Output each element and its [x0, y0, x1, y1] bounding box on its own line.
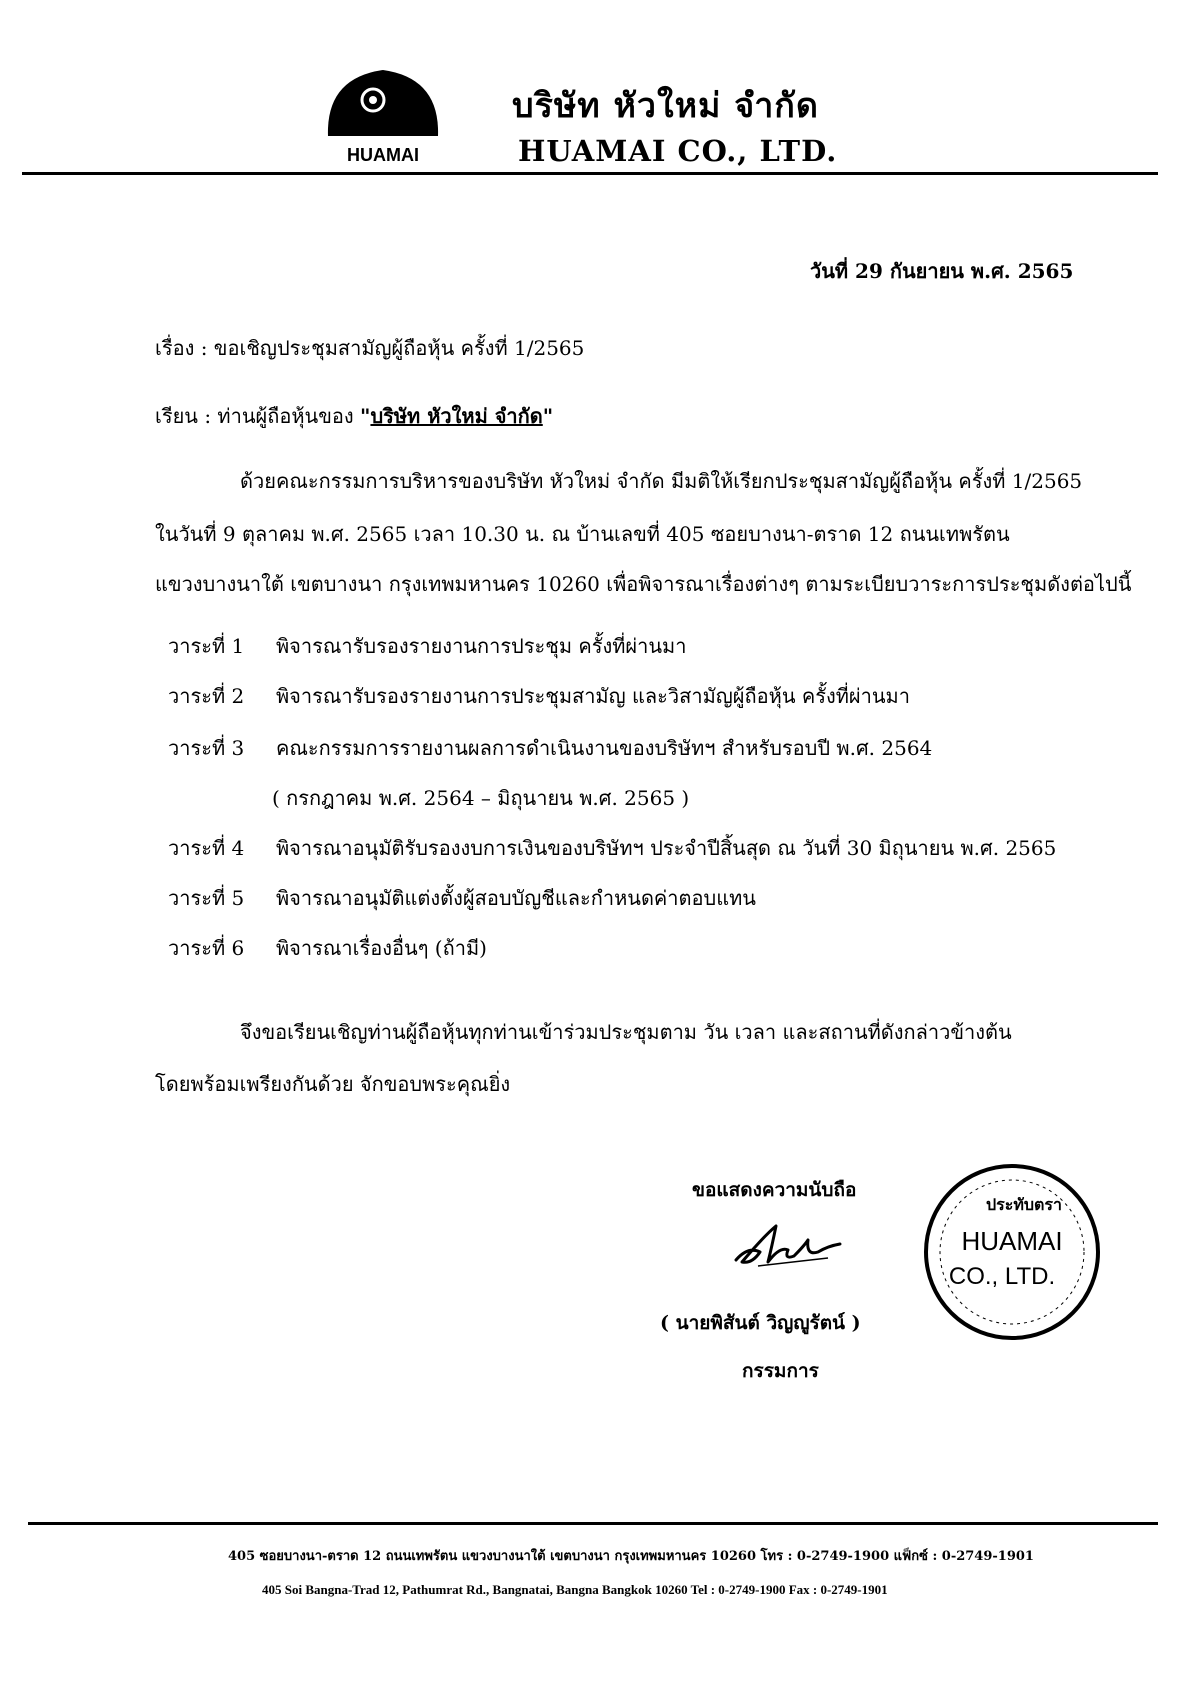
footer-divider — [28, 1522, 1158, 1525]
recipient-close-quote: " — [542, 404, 554, 428]
letter-date: วันที่ 29 กันยายน พ.ศ. 2565 — [810, 259, 1074, 283]
agenda-item — [168, 932, 487, 964]
company-seal — [912, 1150, 1112, 1350]
company-name-english: HUAMAI CO., LTD. — [518, 134, 838, 168]
header-divider — [22, 172, 1158, 175]
agenda-item — [168, 832, 1056, 864]
agenda-text: พิจารณาเรื่องอื่นๆ (ถ้ามี) — [276, 936, 487, 960]
recipient-prefix: เรียน : ท่านผู้ถือหุ้นของ — [155, 404, 354, 428]
letter-subject: เรื่อง : ขอเชิญประชุมสามัญผู้ถือหุ้น ครั้งที่ 1/2565 — [155, 336, 585, 360]
agenda-item — [168, 630, 686, 662]
agenda-text: พิจารณาอนุมัติรับรองงบการเงินของบริษัทฯ ประจำปีสิ้นสุด ณ วันที่ 30 มิถุนายน พ.ศ. 2565 — [276, 836, 1057, 860]
body-paragraph-line-1: ด้วยคณะกรรมการบริหารของบริษัท หัวใหม่ จำกัด มีมติให้เรียกประชุมสามัญผู้ถือหุ้น ครั้งที่ 1/2565 — [240, 469, 1083, 493]
agenda-item — [168, 732, 932, 764]
body-paragraph-line-2: ในวันที่ 9 ตุลาคม พ.ศ. 2565 เวลา 10.30 น. ณ บ้านเลขที่ 405 ซอยบางนา-ตราด 12 ถนนเทพรัตน — [155, 522, 1010, 546]
recipient-open-quote: " — [360, 404, 371, 428]
agenda-3-period: ( กรกฎาคม พ.ศ. 2564 – มิถุนายน พ.ศ. 2565 ) — [272, 786, 690, 810]
agenda-text: พิจารณาอนุมัติแต่งตั้งผู้สอบบัญชีและกำหนดค่าตอบแทน — [276, 886, 756, 910]
body-paragraph-line-3: แขวงบางนาใต้ เขตบางนา กรุงเทพมหานคร 10260 เพื่อพิจารณาเรื่องต่างๆ ตามระเบียบวาระการประชุมดังต่อไปนี้ — [155, 572, 1132, 596]
logo-text: HUAMAI — [347, 145, 419, 165]
agenda-item — [168, 680, 910, 712]
seal-text-top: ประทับตรา — [985, 1195, 1063, 1214]
seal-text-bottom: CO., LTD. — [948, 1263, 1056, 1290]
company-logo — [318, 58, 448, 168]
seal-text-middle: HUAMAI — [961, 1226, 1063, 1256]
recipient-company: บริษัท หัวใหม่ จำกัด — [370, 404, 543, 428]
agenda-number: วาระที่ 5 — [168, 886, 245, 910]
signer-position: กรรมการ — [742, 1360, 819, 1382]
company-name-thai: บริษัท หัวใหม่ จำกัด — [512, 86, 819, 126]
agenda-text: คณะกรรมการรายงานผลการดำเนินงานของบริษัทฯ สำหรับรอบปี พ.ศ. 2564 — [276, 736, 933, 760]
signature-icon — [728, 1216, 848, 1272]
agenda-number: วาระที่ 2 — [168, 684, 245, 708]
agenda-item — [168, 882, 756, 914]
regards-text: ขอแสดงความนับถือ — [692, 1179, 857, 1201]
agenda-text: พิจารณารับรองรายงานการประชุมสามัญ และวิสามัญผู้ถือหุ้น ครั้งที่ผ่านมา — [276, 684, 910, 708]
seal-stamp-icon — [912, 1150, 1112, 1350]
closing-line-1: จึงขอเรียนเชิญท่านผู้ถือหุ้นทุกท่านเข้าร่วมประชุมตาม วัน เวลา และสถานที่ดังกล่าวข้างต้น — [240, 1020, 1012, 1044]
agenda-number: วาระที่ 6 — [168, 936, 245, 960]
agenda-number: วาระที่ 4 — [168, 836, 245, 860]
agenda-text: พิจารณารับรองรายงานการประชุม ครั้งที่ผ่านมา — [276, 634, 687, 658]
letter-recipient — [155, 400, 553, 432]
footer-address-english: 405 Soi Bangna-Trad 12, Pathumrat Rd., Bangnatai, Bangna Bangkok 10260 Tel : 0-2749-1900 Fax : 0-2749-1901 — [262, 1582, 888, 1597]
footer-address-thai: 405 ซอยบางนา-ตราด 12 ถนนเทพรัตน แขวงบางนาใต้ เขตบางนา กรุงเทพมหานคร 10260 โทร : 0-2749-1900 แฟ็กซ์ : 0-2749-1901 — [228, 1549, 1034, 1564]
handwritten-signature — [728, 1216, 848, 1272]
logo-emblem-icon — [318, 58, 448, 168]
agenda-number: วาระที่ 1 — [168, 634, 245, 658]
agenda-number: วาระที่ 3 — [168, 736, 245, 760]
signer-name: ( นายพิสันต์ วิญญูรัตน์ ) — [660, 1312, 861, 1334]
closing-line-2: โดยพร้อมเพรียงกันด้วย จักขอบพระคุณยิ่ง — [155, 1072, 511, 1096]
